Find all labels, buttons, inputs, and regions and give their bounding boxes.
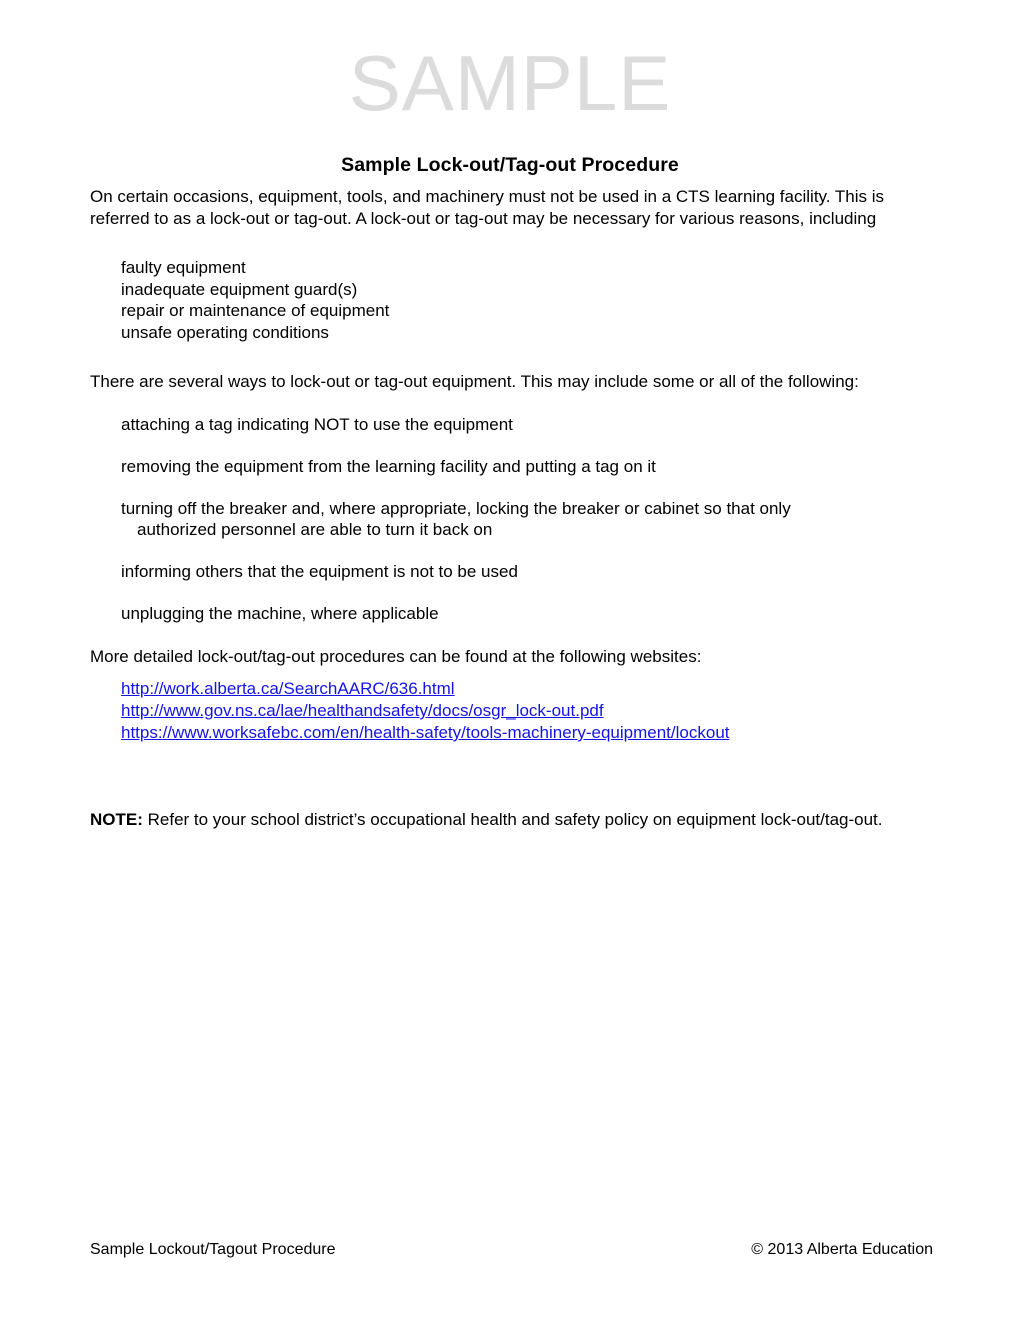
- list-item-line: unplugging the machine, where applicable: [121, 604, 439, 623]
- list-item: [90, 722, 933, 744]
- list-item-line: turning off the breaker and, where appropriate, locking the breaker or cabinet so that only: [121, 498, 791, 518]
- list-item: repair or maintenance of equipment: [121, 301, 390, 320]
- website-links-list: [90, 678, 933, 744]
- reasons-list: [90, 257, 933, 343]
- list-item: unsafe operating conditions: [121, 322, 329, 342]
- list-item: faulty equipment: [121, 258, 246, 277]
- spacer: [90, 667, 933, 678]
- list-item: [90, 498, 933, 541]
- spacer: [90, 625, 933, 646]
- list-item-line-continued: authorized personnel are able to turn it back on: [137, 520, 493, 539]
- intro-paragraph: On certain occasions, equipment, tools, and machinery must not be used in a CTS learning facility. This is referred to as a lock-out or tag-out. A lock-out or tag-out may be necessary for various reasons, including: [90, 187, 885, 228]
- methods-list: [90, 414, 933, 625]
- note-text: Refer to your school district’s occupational health and safety policy on equipment lock-out/tag-out.: [142, 810, 883, 829]
- sample-watermark: SAMPLE: [348, 39, 672, 127]
- list-item: [90, 603, 933, 625]
- document-body: [90, 186, 933, 848]
- methods-intro-paragraph: There are several ways to lock-out or tag-out equipment. This may include some or all of the following:: [90, 372, 859, 391]
- page-title: Sample Lock-out/Tag-out Procedure: [341, 154, 679, 177]
- spacer: [90, 229, 933, 257]
- footer-left-text: Sample Lockout/Tagout Procedure: [90, 1241, 336, 1258]
- list-item: [90, 456, 933, 478]
- list-item-line: informing others that the equipment is not to be used: [121, 562, 518, 581]
- website-link[interactable]: http://www.gov.ns.ca/lae/healthandsafety/docs/osgr_lock-out.pdf: [121, 701, 604, 720]
- footer-right-text: © 2013 Alberta Education: [751, 1241, 933, 1258]
- list-item: [90, 678, 933, 700]
- note-paragraph: [90, 809, 933, 831]
- list-item: inadequate equipment guard(s): [121, 279, 358, 299]
- list-item: [90, 414, 933, 436]
- websites-intro-paragraph: More detailed lock-out/tag-out procedures can be found at the following websites:: [90, 646, 702, 666]
- spacer: [90, 343, 933, 371]
- list-item: [90, 700, 933, 722]
- spacer: [90, 393, 933, 414]
- list-item-line: removing the equipment from the learning facility and putting a tag on it: [121, 456, 656, 476]
- website-link[interactable]: https://www.worksafebc.com/en/health-safety/tools-machinery-equipment/lockout: [121, 723, 730, 742]
- list-item: [90, 561, 933, 583]
- list-item-line: attaching a tag indicating NOT to use the equipment: [121, 414, 513, 434]
- website-link[interactable]: http://work.alberta.ca/SearchAARC/636.html: [121, 679, 455, 698]
- note-label: NOTE:: [90, 810, 143, 829]
- page-footer: [90, 1240, 933, 1260]
- spacer: [90, 744, 933, 792]
